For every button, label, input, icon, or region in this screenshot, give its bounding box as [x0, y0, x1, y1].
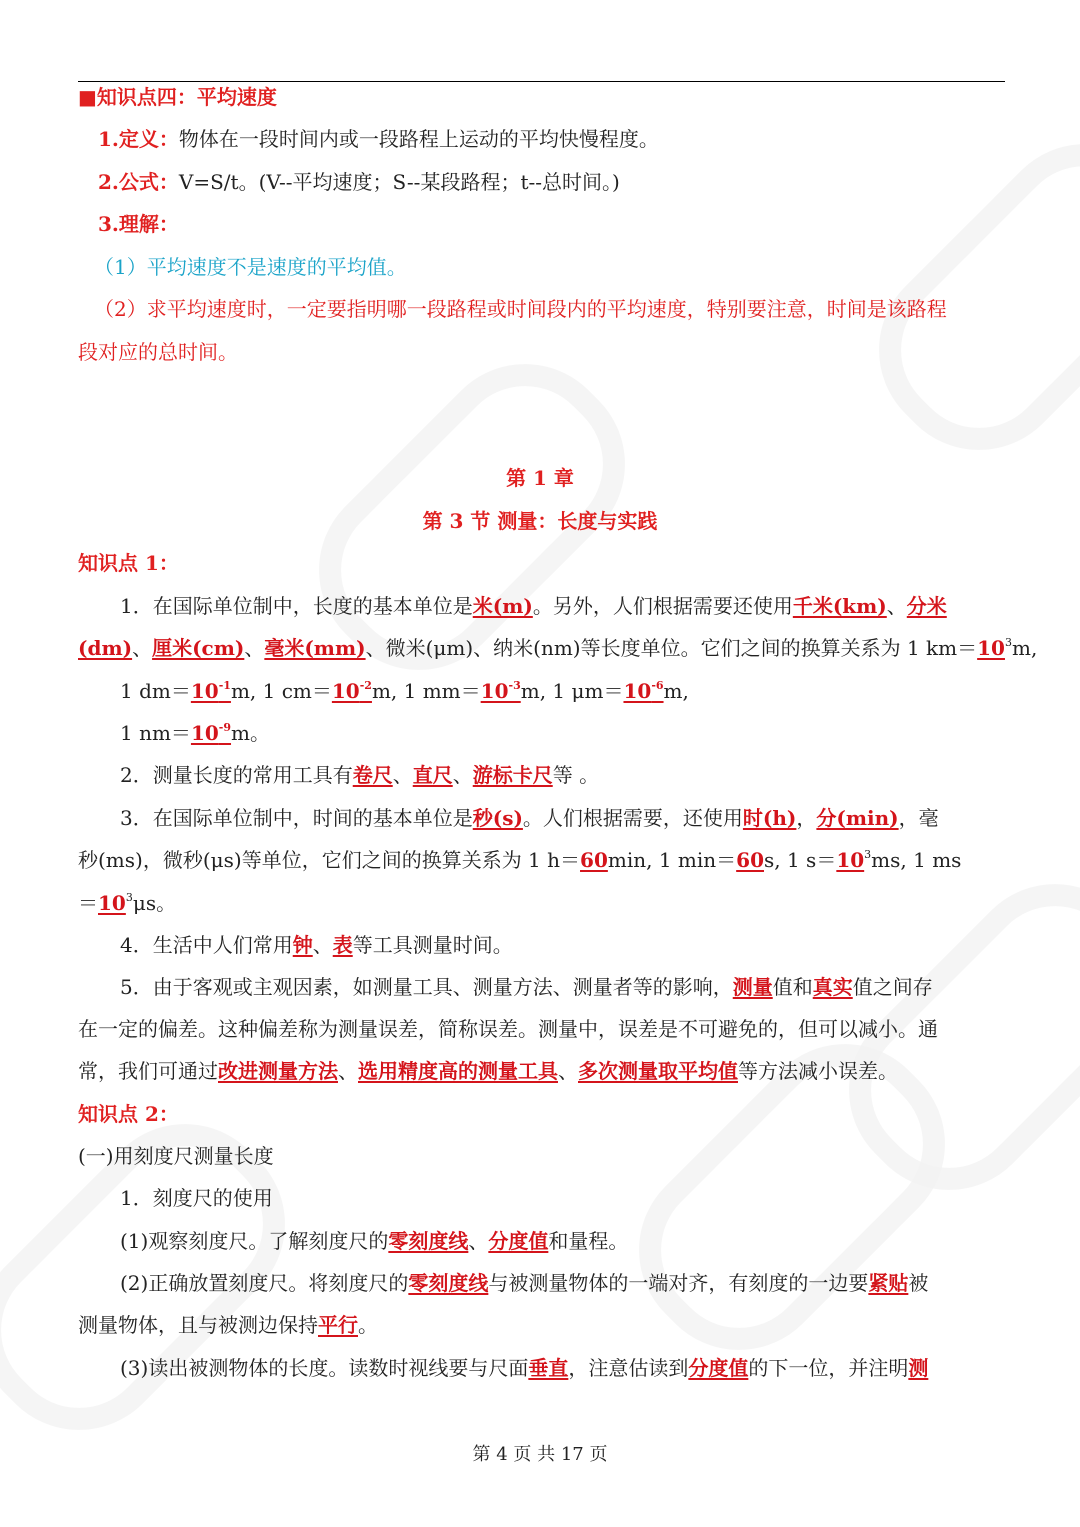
kp4-point1: （1）平均速度不是速度的平均值。 [94, 255, 407, 279]
text: 、 [392, 763, 413, 787]
text: m。 [231, 721, 270, 745]
text: ms, 1 ms [871, 848, 962, 872]
text: 测量物体，且与被测边保持 [78, 1313, 318, 1337]
answer: (dm) [78, 636, 133, 660]
text: 3．在国际单位制中，时间的基本单位是 [120, 806, 473, 830]
answer: 分米 [906, 594, 947, 618]
kp4-formula-text: V=S/t。(V--平均速度；S--某段路程；t--总时间。) [178, 170, 620, 194]
answer: 分度值 [688, 1356, 749, 1380]
kp4-heading: ■知识点四：平均速度 [78, 85, 277, 109]
chapter-title: 第 1 章 [506, 466, 574, 490]
answer: 厘米(cm) [152, 636, 245, 660]
exponent: -1 [218, 679, 231, 692]
answer: 分(min) [816, 806, 899, 830]
answer-base: 10 [331, 679, 360, 703]
text: ，毫 [898, 806, 939, 830]
text: 。人们根据需要，还使用 [522, 806, 743, 830]
text: 、微米(μm)、纳米(nm)等长度单位。它们之间的换算关系为 1 km＝ [365, 636, 978, 660]
kp1-heading: 知识点 1： [78, 551, 179, 575]
text: 等工具测量时间。 [352, 933, 513, 957]
kp1-p5-line1 [120, 972, 933, 1002]
text: (3)读出被测物体的长度。读数时视线要与尺面 [120, 1356, 529, 1380]
answer [481, 679, 521, 703]
text: s, 1 s＝ [764, 848, 837, 872]
text: 5．由于客观或主观因素，如测量工具、测量方法、测量者等的影响， [120, 975, 733, 999]
answer: 紧贴 [868, 1271, 909, 1295]
answer: 选用精度高的测量工具 [358, 1059, 558, 1083]
kp2-step1 [120, 1226, 628, 1256]
answer-base: 10 [623, 679, 652, 703]
kp2-use: 1．刻度尺的使用 [120, 1186, 273, 1210]
kp1-p3-line1 [120, 803, 939, 833]
text: ＝ [78, 891, 98, 915]
answer [623, 679, 663, 703]
text: 、 [244, 636, 265, 660]
exponent: -9 [218, 721, 232, 734]
answer: 垂直 [528, 1356, 569, 1380]
answer-base: 10 [190, 721, 219, 745]
kp1-p2 [120, 760, 599, 790]
kp2-step3 [120, 1353, 928, 1383]
kp4-formula [98, 167, 620, 197]
text: (2)正确放置刻度尺。将刻度尺的 [120, 1271, 409, 1295]
answer: 多次测量取平均值 [578, 1059, 738, 1083]
text: 与被测量物体的一端对齐，有刻度的一边要 [488, 1271, 869, 1295]
exponent: 3 [125, 891, 133, 904]
text: 、 [132, 636, 153, 660]
answer: 10 [836, 848, 865, 872]
text: m, 1 mm＝ [371, 679, 481, 703]
answer: 毫米(mm) [264, 636, 366, 660]
text: m, [1011, 636, 1038, 660]
text: 秒(ms)，微秒(μs)等单位，它们之间的换算关系为 1 h＝ [78, 848, 581, 872]
answer: 10 [98, 891, 126, 915]
kp1-p4 [120, 930, 513, 960]
text: 的下一位，并注明 [748, 1356, 909, 1380]
kp2-step2-line2 [78, 1310, 378, 1340]
answer: 游标卡尺 [472, 763, 553, 787]
text: ，注意估读到 [568, 1356, 689, 1380]
answer: 直尺 [412, 763, 453, 787]
answer [191, 679, 231, 703]
kp4-understand-label: 3.理解： [98, 212, 179, 236]
kp2-heading: 知识点 2： [78, 1102, 179, 1126]
kp1-p3-line2 [78, 845, 961, 875]
kp1-p1-line4 [120, 718, 270, 748]
text: 、 [312, 933, 333, 957]
answer: 60 [736, 848, 764, 872]
text: 等 。 [552, 763, 600, 787]
answer: 平行 [318, 1313, 358, 1337]
kp2-step2-line1 [120, 1268, 928, 1298]
answer: 零刻度线 [408, 1271, 489, 1295]
text: m, 1 cm＝ [230, 679, 332, 703]
text: 被 [908, 1271, 929, 1295]
answer: 60 [580, 848, 608, 872]
exponent: 3 [1004, 636, 1012, 649]
text: 、 [886, 594, 907, 618]
text: m, 1 μm＝ [520, 679, 624, 703]
answer: 时(h) [742, 806, 797, 830]
text: 等方法减小误差。 [738, 1059, 898, 1083]
answer: 米(m) [472, 594, 533, 618]
answer-base: 10 [480, 679, 509, 703]
kp1-p1-line2 [78, 633, 1037, 663]
text: (1)观察刻度尺。了解刻度尺的 [120, 1229, 389, 1253]
answer: 千米(km) [792, 594, 887, 618]
text: m, [663, 679, 689, 703]
answer [191, 721, 231, 745]
text: 、 [468, 1229, 489, 1253]
text: 。 [358, 1313, 378, 1337]
exponent: 3 [864, 848, 872, 861]
exponent: -2 [359, 679, 372, 692]
kp4-point2-line1: （2）求平均速度时，一定要指明哪一段路程或时间段内的平均速度，特别要注意，时间是该路程 [94, 297, 947, 321]
text: 。另外，人们根据需要还使用 [532, 594, 793, 618]
text: 值和 [772, 975, 813, 999]
kp1-p5-line3 [78, 1056, 898, 1086]
exponent: -6 [651, 679, 664, 692]
kp1-p1-line1 [120, 591, 947, 621]
kp2-sub1: (一)用刻度尺测量长度 [78, 1144, 274, 1168]
answer-base: 10 [190, 679, 219, 703]
answer: 改进测量方法 [218, 1059, 338, 1083]
section-title: 第 3 节 测量：长度与实践 [422, 509, 658, 533]
answer: 测 [908, 1356, 929, 1380]
kp1-p1-line3 [120, 676, 689, 706]
text: μs。 [132, 891, 177, 915]
kp1-p5-line2: 在一定的偏差。这种偏差称为测量误差，简称误差。测量中，误差是不可避免的，但可以减小。通 [78, 1017, 938, 1041]
text: 4．生活中人们常用 [120, 933, 293, 957]
kp4-definition [98, 124, 659, 154]
answer: 钟 [292, 933, 313, 957]
text: 1 nm＝ [120, 721, 191, 745]
text: ， [796, 806, 817, 830]
kp4-def-text: 物体在一段时间内或一段路程上运动的平均快慢程度。 [178, 127, 659, 151]
text: 和量程。 [548, 1229, 629, 1253]
exponent: -3 [508, 679, 521, 692]
answer: 10 [977, 636, 1005, 660]
answer [332, 679, 372, 703]
answer: 真实 [812, 975, 853, 999]
text: 常，我们可通过 [78, 1059, 218, 1083]
text: 、 [558, 1059, 578, 1083]
text: 、 [452, 763, 473, 787]
answer: 分度值 [488, 1229, 549, 1253]
text: 1．在国际单位制中，长度的基本单位是 [120, 594, 473, 618]
text: 2．测量长度的常用工具有 [120, 763, 353, 787]
kp4-point2-line2: 段对应的总时间。 [78, 340, 238, 364]
page-footer: 第 4 页 共 17 页 [472, 1444, 608, 1465]
answer: 测量 [732, 975, 773, 999]
answer: 表 [332, 933, 353, 957]
text: 、 [338, 1059, 358, 1083]
answer: 秒(s) [472, 806, 523, 830]
kp1-p3-line3 [78, 888, 176, 918]
answer: 零刻度线 [388, 1229, 469, 1253]
text: min, 1 min＝ [607, 848, 737, 872]
kp4-def-label: 1.定义： [98, 127, 179, 151]
kp4-formula-label: 2.公式： [98, 170, 179, 194]
answer: 卷尺 [352, 763, 393, 787]
text: 1 dm＝ [120, 679, 191, 703]
text: 值之间存 [852, 975, 933, 999]
